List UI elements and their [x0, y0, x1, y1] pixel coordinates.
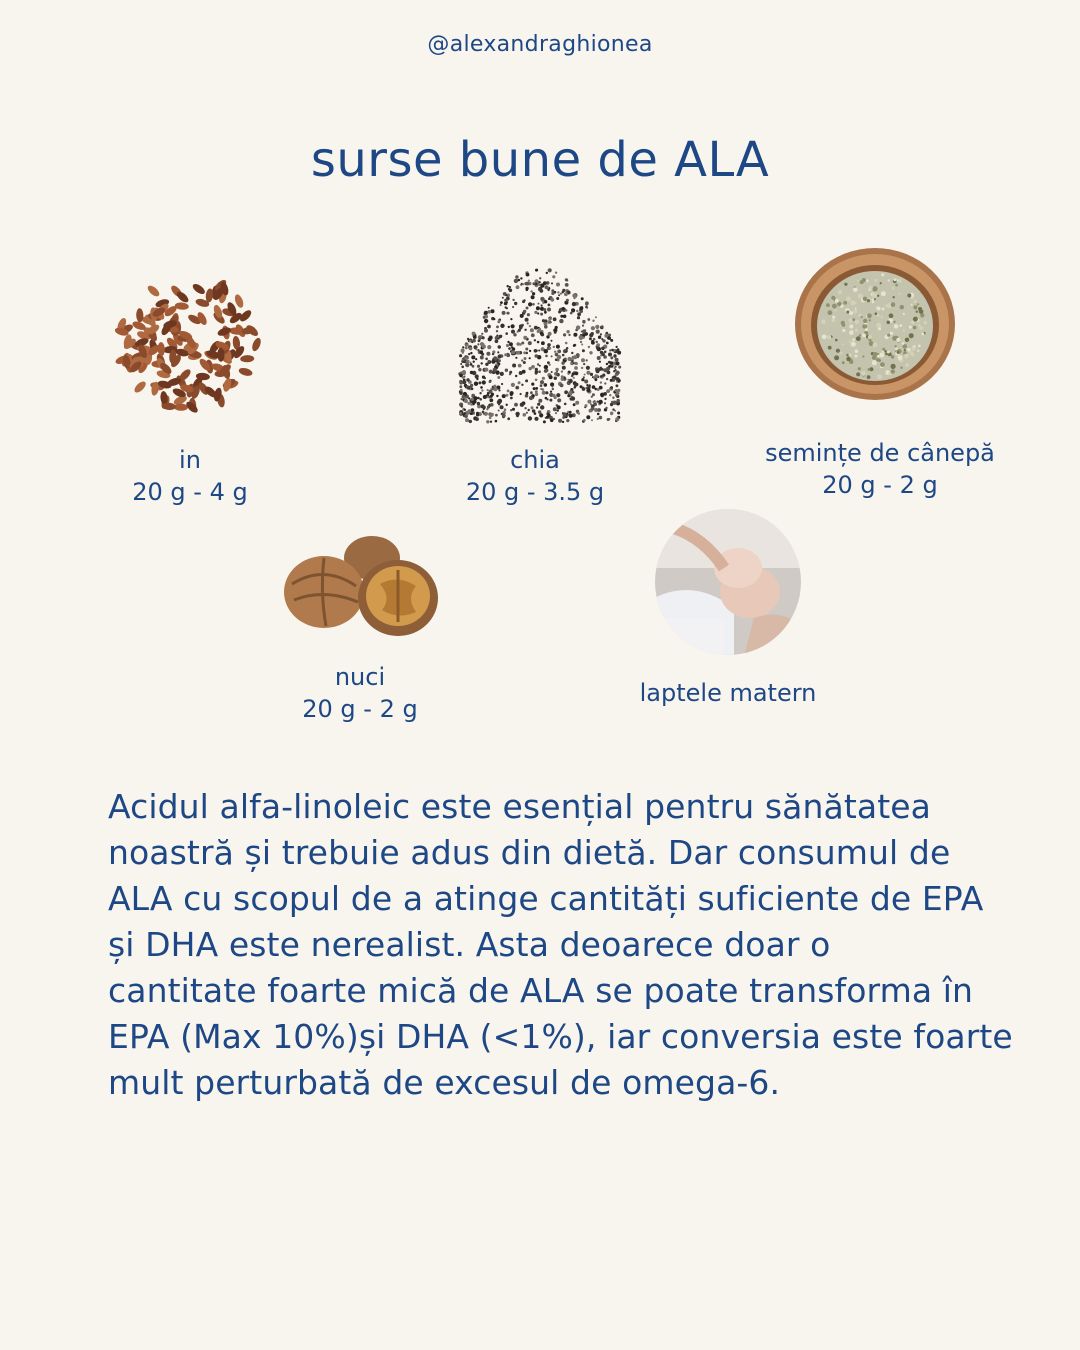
food-name: nuci [334, 663, 386, 691]
food-name: semințe de cânepă [765, 439, 995, 467]
food-caption-laptele [610, 677, 846, 709]
food-name: laptele matern [639, 679, 817, 707]
food-name: chia [510, 446, 560, 474]
breastfeeding-photo [654, 508, 802, 656]
description-line: noastră și trebuie adus din dietă. Dar consumul de [108, 833, 951, 872]
description-line: cantitate foarte mică de ALA se poate transforma în [108, 971, 974, 1010]
food-amount: 20 g - 2 g [822, 471, 938, 499]
description-line: EPA (Max 10%)și DHA (<1%), iar conversia este foarte [108, 1017, 1013, 1056]
description-line: și DHA este nerealist. Asta deoarece doar o [108, 925, 831, 964]
food-amount: 20 g - 4 g [132, 478, 248, 506]
food-caption-hemp [760, 437, 1000, 501]
walnuts-image [284, 534, 442, 638]
hemp-seeds-bowl-image [794, 246, 956, 402]
food-amount: 20 g - 3.5 g [465, 478, 605, 506]
page-title: surse bune de ALA [310, 132, 770, 188]
food-caption-chia [435, 444, 635, 508]
food-amount: 20 g - 2 g [302, 695, 418, 723]
food-caption-nuci [260, 661, 460, 725]
description-paragraph [108, 784, 1013, 1106]
flax-seeds-image [108, 268, 268, 418]
food-caption-in [90, 444, 290, 508]
description-line: mult perturbată de excesul de omega-6. [108, 1063, 781, 1102]
description-line: ALA cu scopul de a atinge cantități suficiente de EPA [108, 879, 984, 918]
chia-seeds-image [450, 252, 630, 432]
description-line: Acidul alfa-linoleic este esențial pentru sănătatea [108, 787, 931, 826]
food-name: in [179, 446, 201, 474]
author-handle: @alexandraghionea [427, 32, 653, 57]
